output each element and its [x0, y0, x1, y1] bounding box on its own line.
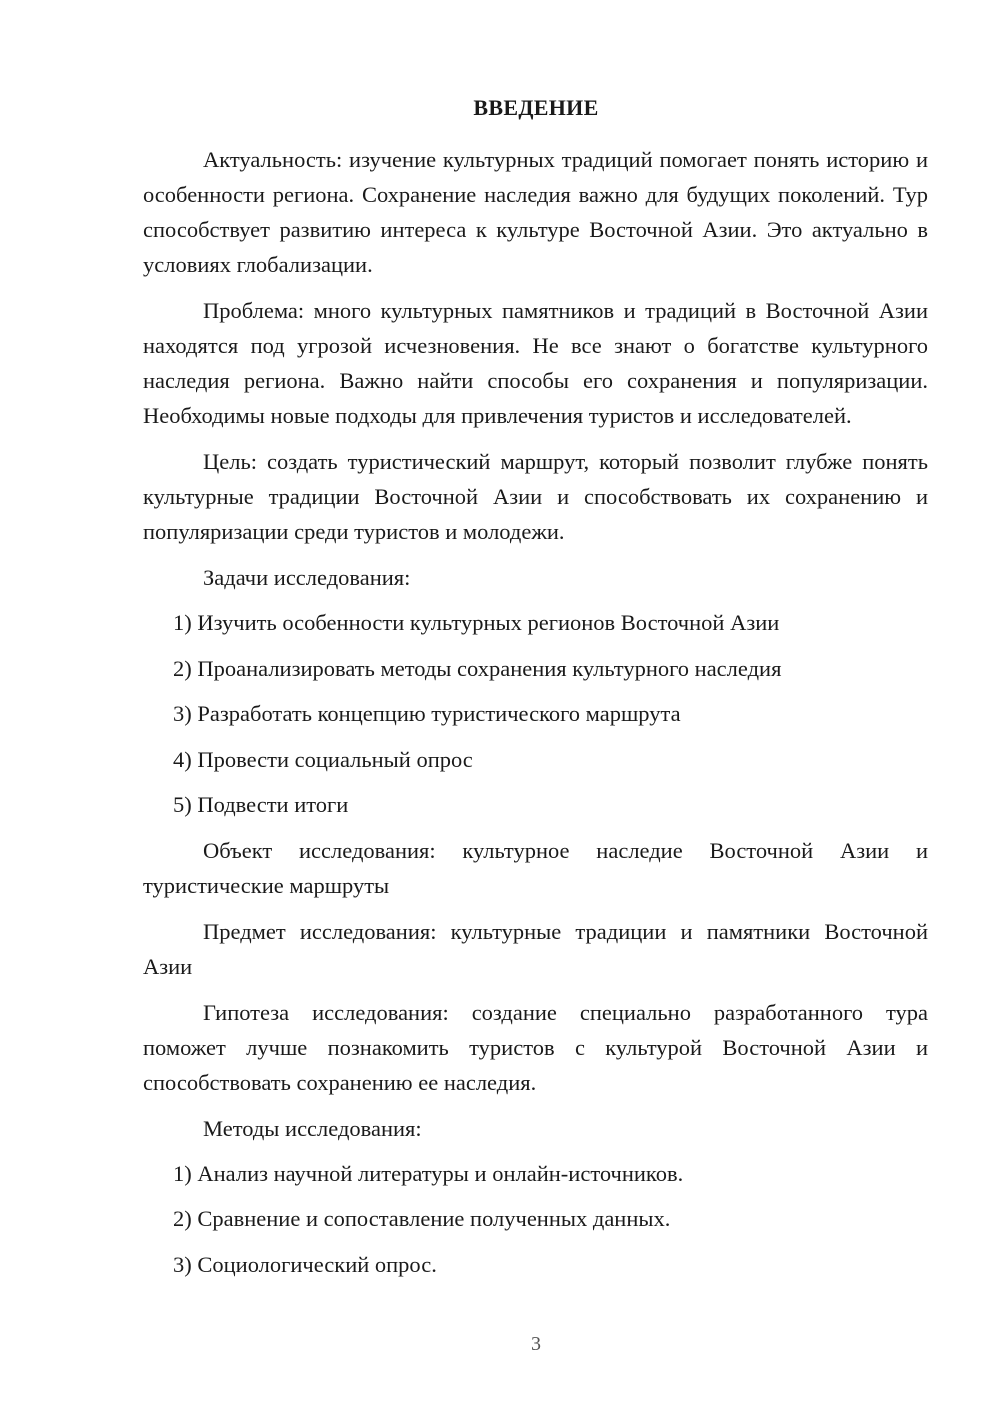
- relevance-paragraph: Актуальность: изучение культурных традиций помогает понять историю и особенности региона. Сохранение наследия важно для будущих поколений. Тур способствует развитию интереса к культуре Восточной Азии. Это актуально в условиях глобализации.: [143, 147, 928, 277]
- task-item: 4) Провести социальный опрос: [173, 746, 473, 772]
- method-item: 1) Анализ научной литературы и онлайн-источников.: [173, 1160, 684, 1186]
- task-item: 5) Подвести итоги: [173, 792, 349, 817]
- hypothesis-paragraph: Гипотеза исследования: создание специально разработанного тура поможет лучше познакомить туристов с культурой Восточной Азии и способствовать сохранению ее наследия.: [143, 999, 928, 1095]
- task-item: 1) Изучить особенности культурных регионов Восточной Азии: [173, 610, 780, 635]
- object-paragraph: Объект исследования: культурное наследие Восточной Азии и туристические маршруты: [143, 837, 928, 898]
- methods-heading: Методы исследования:: [203, 1115, 422, 1141]
- problem-paragraph: Проблема: много культурных памятников и традиций в Восточной Азии находятся под угрозой исчезновения. Не все знают о богатстве культурного наследия региона. Важно найти способы его сохранения и популяризации. Необходимы новые подходы для привлечения туристов и исследователей.: [143, 298, 928, 428]
- task-item: 2) Проанализировать методы сохранения культурного наследия: [173, 655, 782, 681]
- method-item: 3) Социологический опрос.: [173, 1251, 437, 1277]
- page-title: ВВЕДЕНИЕ: [473, 95, 599, 120]
- tasks-list: [143, 605, 928, 822]
- methods-list: [143, 1156, 928, 1282]
- goal-paragraph: Цель: создать туристический маршрут, который позволит глубже понять культурные традиции Восточной Азии и способствовать их сохранению и популяризации среди туристов и молодежи.: [143, 449, 928, 544]
- tasks-heading: Задачи исследования:: [203, 565, 411, 590]
- page-number: 3: [531, 1333, 541, 1355]
- subject-paragraph: Предмет исследования: культурные традиции и памятники Восточной Азии: [143, 918, 928, 979]
- document-body: [143, 142, 928, 1292]
- method-item: 2) Сравнение и сопоставление полученных данных.: [173, 1206, 671, 1231]
- task-item: 3) Разработать концепцию туристического маршрута: [173, 701, 681, 726]
